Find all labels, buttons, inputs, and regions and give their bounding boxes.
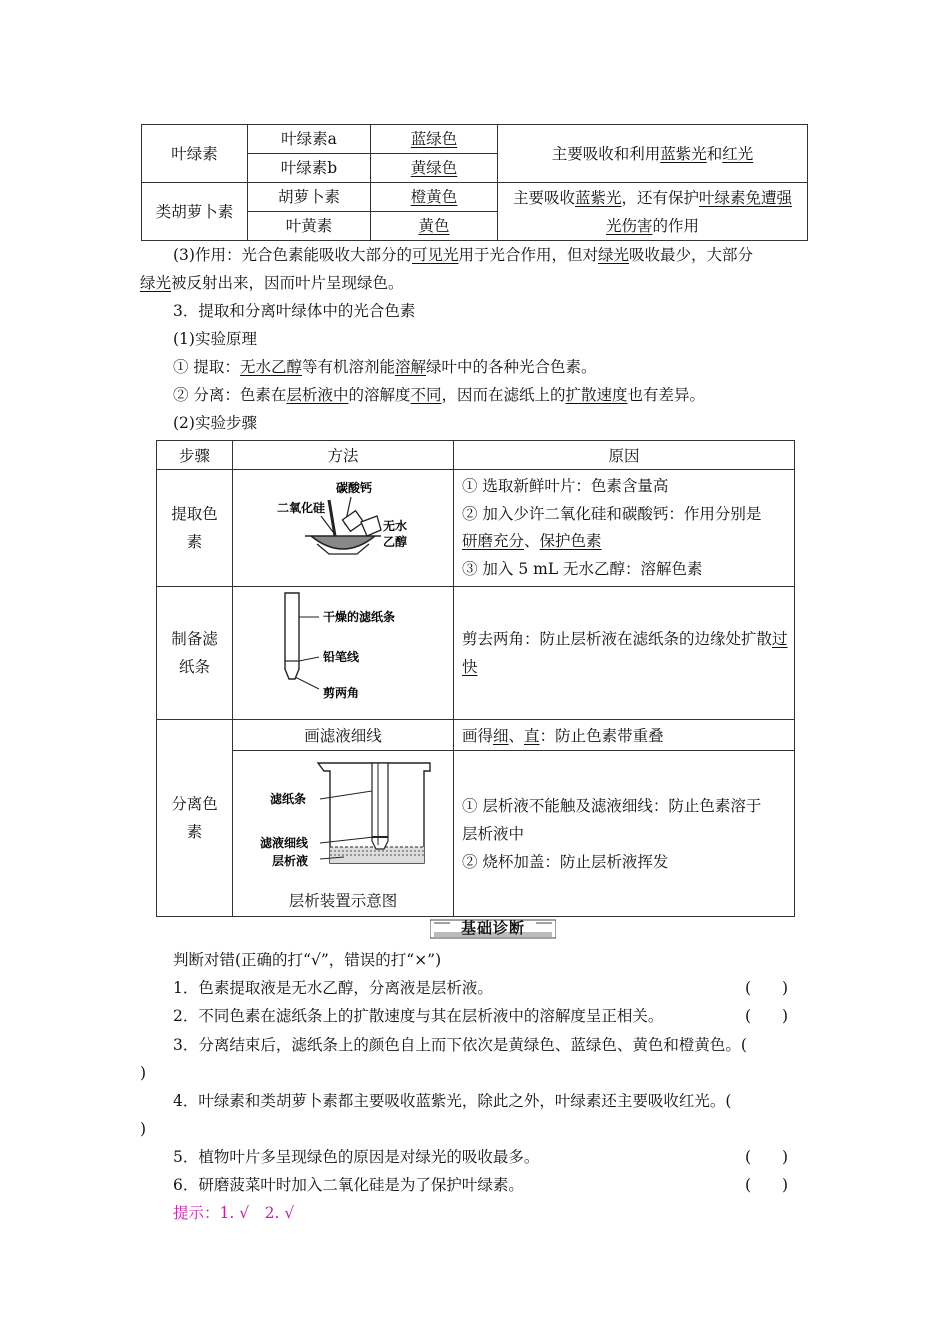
pigment-absorb: 主要吸收和利用蓝紫光和红光 xyxy=(498,125,808,183)
question-4-close: ) xyxy=(140,1120,147,1138)
filter-strip-figure xyxy=(233,587,451,715)
pigment-color: 黄绿色 xyxy=(371,154,498,183)
label-caco3: 碳酸钙 xyxy=(336,481,373,495)
section-title: 3．提取和分离叶绿体中的光合色素 xyxy=(173,302,416,320)
chromatography-figure xyxy=(233,751,454,917)
hint-text: 1. √ 2. √ xyxy=(219,1204,295,1222)
question-6: 6．研磨菠菜叶时加入二氧化硅是为了保护叶绿素。 xyxy=(173,1176,524,1194)
question-1: 1．色素提取液是无水乙醇，分离液是层析液。 xyxy=(173,979,493,997)
question-2: 2．不同色素在滤纸条上的扩散速度与其在层析液中的溶解度呈正相关。 xyxy=(173,1007,664,1025)
beaker-figure xyxy=(234,751,452,883)
function-paragraph-line2: 绿光被反射出来，因而叶片呈现绿色。 xyxy=(140,274,404,292)
hint-line xyxy=(173,1199,294,1227)
label-ethanol-1: 无水 xyxy=(383,519,408,533)
pigment-group-chlorophyll: 叶绿素 xyxy=(142,125,248,183)
answer-blank-6[interactable]: ( ) xyxy=(745,1176,789,1194)
pigment-absorb: 主要吸收蓝紫光，还有保护叶绿素免遭强光伤害的作用 xyxy=(498,183,808,241)
question-3-close: ) xyxy=(140,1064,147,1082)
step-extract: 提取色素 xyxy=(157,470,233,587)
hint-label: 提示： xyxy=(173,1204,220,1222)
steps-table xyxy=(156,440,795,917)
step-strip: 制备滤纸条 xyxy=(157,587,233,720)
function-paragraph-line1: (3)作用：光合色素能吸收大部分的可见光用于光合作用，但对绿光吸收最少，大部分 xyxy=(173,246,754,264)
label-filter-paper: 滤纸条 xyxy=(270,792,307,806)
answer-blank-2[interactable]: ( ) xyxy=(745,1007,789,1025)
pigment-color: 黄色 xyxy=(371,212,498,241)
figure-caption: 层析装置示意图 xyxy=(288,892,398,910)
question-4: 4．叶绿素和类胡萝卜素都主要吸收蓝紫光，除此之外，叶绿素还主要吸收红光。( xyxy=(173,1092,732,1110)
header-reason: 原因 xyxy=(454,441,795,470)
label-cut-corners: 剪两角 xyxy=(323,686,360,700)
mortar-figure xyxy=(233,470,451,582)
judge-intro: 判断对错(正确的打“√”，错误的打“×”) xyxy=(173,951,442,969)
banner-text: 基础诊断 xyxy=(460,919,525,937)
draw-line-reason: 画得细、直：防止色素带重叠 xyxy=(454,720,795,751)
extract-figure xyxy=(233,470,454,587)
answer-blank-5[interactable]: ( ) xyxy=(745,1148,789,1166)
pigment-name: 叶绿素b xyxy=(248,154,371,183)
header-step: 步骤 xyxy=(157,441,233,470)
step-separate: 分离色素 xyxy=(157,720,233,917)
separate-reason: ① 层析液不能触及滤液细线：防止色素溶于 层析液中 ② 烧杯加盖：防止层析液挥发 xyxy=(454,751,795,917)
header-method: 方法 xyxy=(233,441,454,470)
pigment-color: 橙黄色 xyxy=(371,183,498,212)
pigment-name: 胡萝卜素 xyxy=(248,183,371,212)
label-sio2: 二氧化硅 xyxy=(277,501,326,515)
section-banner xyxy=(430,918,556,940)
answer-blank-1[interactable]: ( ) xyxy=(745,979,789,997)
strip-reason: 剪去两角：防止层析液在滤纸条的边缘处扩散过快 xyxy=(454,587,795,720)
pigment-table xyxy=(141,124,808,241)
principle-title: (1)实验原理 xyxy=(173,330,257,348)
principle-extract: ① 提取：无水乙醇等有机溶剂能溶解绿叶中的各种光合色素。 xyxy=(173,358,597,376)
label-dry-strip: 干燥的滤纸条 xyxy=(323,610,396,624)
principle-separate: ② 分离：色素在层析液中的溶解度不同，因而在滤纸上的扩散速度也有差异。 xyxy=(173,386,706,404)
extract-reason: ① 选取新鲜叶片：色素含量高 ② 加入少许二氧化硅和碳酸钙：作用分别是 研磨充分、保护色素 ③ 加入 5 mL 无水乙醇：溶解色素 xyxy=(454,470,795,587)
pigment-name: 叶绿素a xyxy=(248,125,371,154)
steps-title: (2)实验步骤 xyxy=(173,414,257,432)
question-3: 3．分离结束后，滤纸条上的颜色自上而下依次是黄绿色、蓝绿色、黄色和橙黄色。( xyxy=(173,1036,747,1054)
pigment-group-carotenoid: 类胡萝卜素 xyxy=(142,183,248,241)
label-pencil-line: 铅笔线 xyxy=(323,650,360,664)
label-ethanol-2: 乙醇 xyxy=(383,535,408,549)
method-draw-line: 画滤液细线 xyxy=(233,720,454,751)
pigment-name: 叶黄素 xyxy=(248,212,371,241)
label-solvent: 层析液 xyxy=(272,854,309,868)
label-filtrate-line: 滤液细线 xyxy=(260,836,309,850)
question-5: 5．植物叶片多呈现绿色的原因是对绿光的吸收最多。 xyxy=(173,1148,540,1166)
pigment-color: 蓝绿色 xyxy=(371,125,498,154)
strip-figure xyxy=(233,587,454,720)
